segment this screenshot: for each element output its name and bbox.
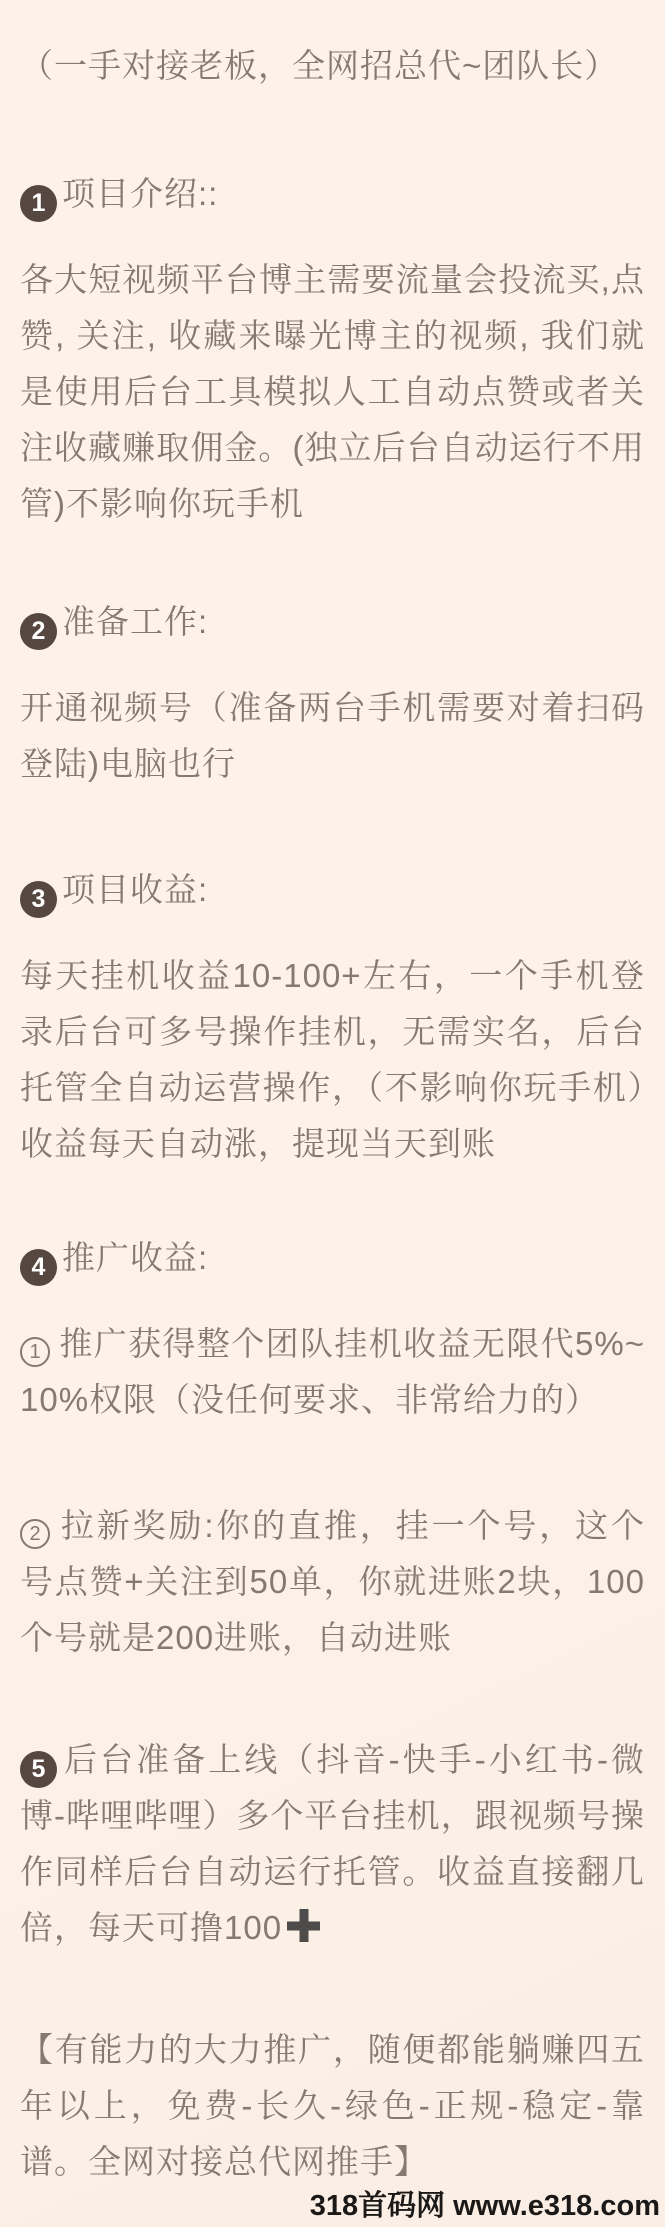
section-3-body: 每天挂机收益10-100+左右，一个手机登录后台可多号操作挂机，无需实名，后台托管全自动运营操作，（不影响你玩手机）收益每天自动涨，提现当天到账 xyxy=(20,957,645,1162)
section-2-body: 开通视频号（准备两台手机需要对着扫码登陆)电脑也行 xyxy=(20,689,645,782)
section-3-title: 项目收益: xyxy=(62,871,209,908)
section-5-text: 后台准备上线（抖音-快手-小红书-微博-哔哩哔哩）多个平台挂机，跟视频号操作同样后台自动运行托管。收益直接翻几倍，每天可撸100 xyxy=(20,1741,645,1946)
circled-number-1-icon: 1 xyxy=(20,185,57,222)
outlined-number-2-icon: 2 xyxy=(20,1519,50,1549)
section-4-item-2-text: 拉新奖励:你的直推，挂一个号，这个号点赞+关注到50单，你就进账2块，100个号就是200进账，自动进账 xyxy=(20,1507,645,1656)
section-4-title-line xyxy=(20,1230,645,1286)
section-4-item-1 xyxy=(20,1316,645,1428)
circled-number-5-icon: 5 xyxy=(20,1751,57,1788)
section-1-title-line xyxy=(20,166,645,222)
heavy-plus-icon xyxy=(287,1909,320,1942)
section-4-item-2 xyxy=(20,1498,645,1666)
section-4-title: 推广收益: xyxy=(62,1239,209,1276)
section-5-body xyxy=(20,1732,645,1956)
section-2-title: 准备工作: xyxy=(62,603,209,640)
section-1-body: 各大短视频平台博主需要流量会投流买,点赞, 关注, 收藏来曝光博主的视频, 我们就是使用后台工具模拟人工自动点赞或者关注收藏赚取佣金。(独立后台自动运行不用管)不影响你玩手机 xyxy=(20,261,645,522)
header-line: （一手对接老板，全网招总代~团队长） xyxy=(20,47,619,84)
outlined-number-1-icon: 1 xyxy=(20,1337,50,1367)
circled-number-2-icon: 2 xyxy=(20,613,57,650)
section-1-title: 项目介绍:: xyxy=(62,175,219,212)
site-watermark: 318首码网 www.e318.com xyxy=(309,2190,660,2222)
circled-number-3-icon: 3 xyxy=(20,881,57,918)
footer-note: 【有能力的大力推广，随便都能躺赚四五年以上，免费-长久-绿色-正规-稳定-靠谱。全网对接总代网推手】 xyxy=(20,2031,645,2180)
section-3-title-line xyxy=(20,862,645,918)
section-2-title-line xyxy=(20,594,645,650)
section-4-item-1-text: 推广获得整个团队挂机收益无限代5%~10%权限（没任何要求、非常给力的） xyxy=(20,1325,645,1418)
circled-number-4-icon: 4 xyxy=(20,1249,57,1286)
